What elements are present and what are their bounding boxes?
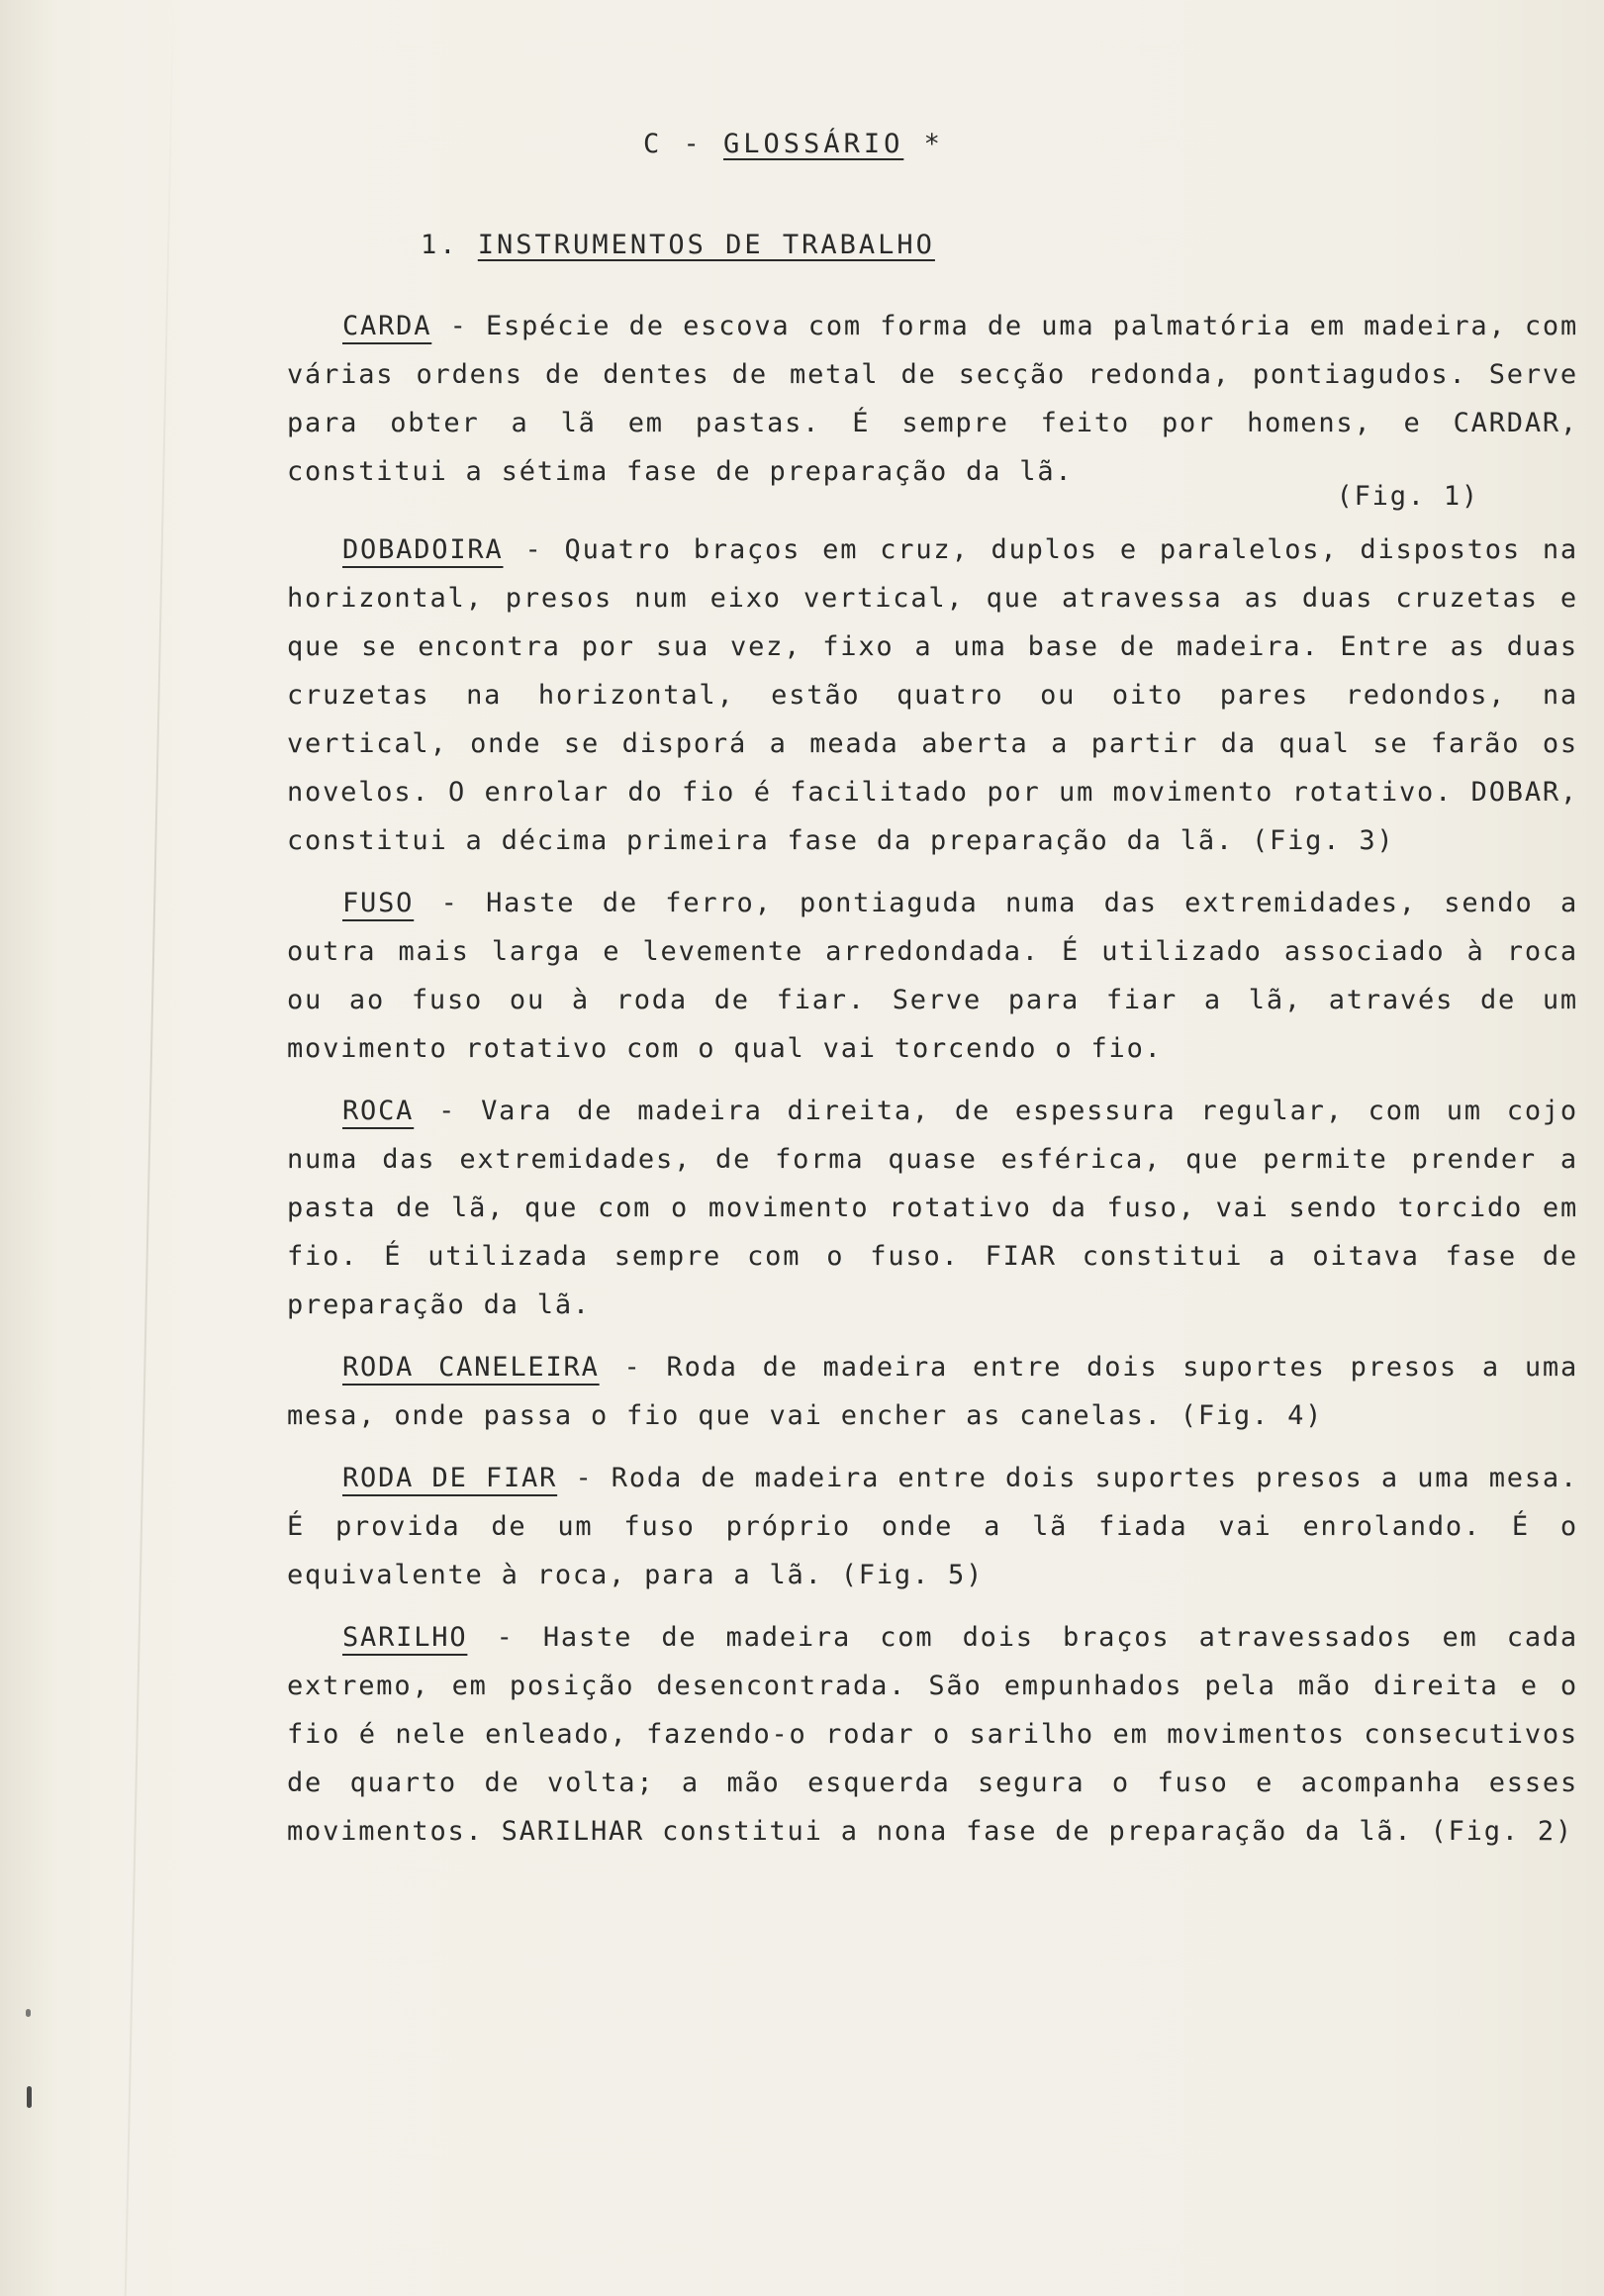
glossary-definition: - Quatro braços em cruz, duplos e paralelos, dispostos na horizontal, presos num eixo vertical, que atravessa as duas cruzetas e que se encontra por sua vez, fixo a uma base de madeira. Entre as duas cruzetas na horizontal, estão quatro ou oito pares redondos, na vertical, onde se disporá a meada aberta a partir da qual se farão os novelos. O enrolar do fio é facilitado por um movimento rotativo. DOBAR, constitui a décima primeira fase da preparação da lã. (Fig. 3) [287,534,1578,856]
glossary-entry-carda [287,302,1578,512]
glossary-definition: - Roda de madeira entre dois suportes presos a uma mesa, onde passa o fio que vai encher as canelas. (Fig. 4) [287,1352,1579,1431]
section-number: 1. [421,230,478,260]
glossary-term: DOBADOIRA [342,534,504,565]
margin-ink-mark [27,2086,32,2108]
glossary-definition: - Haste de madeira com dois braços atravessados em cada extremo, em posição desencontrada. São empunhados pela mão direita e o fio é nele enleado, fazendo-o rodar o sarilho em movimentos consecutivos de quarto de volta; a mão esquerda segura o fuso e acompanha esses movimentos. SARILHAR constitui a nona fase de preparação da lã. (Fig. 2) [287,1622,1578,1847]
page-title [643,129,944,159]
glossary-term: RODA CANELEIRA [342,1352,600,1383]
section-heading [421,230,935,260]
glossary-term: ROCA [342,1096,415,1126]
glossary-definition: - Haste de ferro, pontiaguda numa das extremidades, sendo a outra mais larga e levemente arredondada. É utilizado associado à roca ou ao fuso ou à roda de fiar. Serve para fiar a lã, através de um movimento rotativo com o qual vai torcendo o fio. [287,888,1578,1064]
glossary-entry-dobadoira [287,526,1578,865]
glossary-entry-roca [287,1087,1578,1329]
glossary-definition: - Vara de madeira direita, de espessura regular, com um cojo numa das extremidades, de forma quase esférica, que permite prender a pasta de lã, que com o movimento rotativo da fuso, vai sendo torcido em fio. É utilizada sempre com o fuso. FIAR constitui a oitava fase de preparação da lã. [287,1096,1578,1320]
title-text: GLOSSÁRIO [723,129,904,159]
section-title: INSTRUMENTOS DE TRABALHO [477,230,935,260]
glossary-definition: - Roda de madeira entre dois suportes presos a uma mesa. É provida de um fuso próprio onde a lã fiada vai enrolando. É o equivalente à roca, para a lã. (Fig. 5) [287,1463,1578,1590]
glossary-definition: - Espécie de escova com forma de uma palmatória em madeira, com várias ordens de dentes de metal de secção redonda, pontiagudos. Serve para obter a lã em pastas. É sempre feito por homens, e CARDAR, constitui a sétima fase de preparação da lã. [287,311,1578,487]
glossary-term: FUSO [342,888,415,918]
glossary-entries [287,302,1578,1869]
margin-ink-mark [26,2009,31,2017]
glossary-entry-roda-de-fiar [287,1454,1578,1599]
glossary-entry-sarilho [287,1613,1578,1856]
glossary-term: SARILHO [342,1622,468,1653]
title-suffix: * [903,129,944,159]
figure-reference: (Fig. 1) [1336,481,1479,512]
glossary-entry-roda-caneleira [287,1343,1578,1440]
title-prefix: C - [643,129,724,159]
glossary-term: RODA DE FIAR [342,1463,558,1493]
glossary-term: CARDA [342,311,432,341]
glossary-entry-fuso [287,879,1578,1073]
